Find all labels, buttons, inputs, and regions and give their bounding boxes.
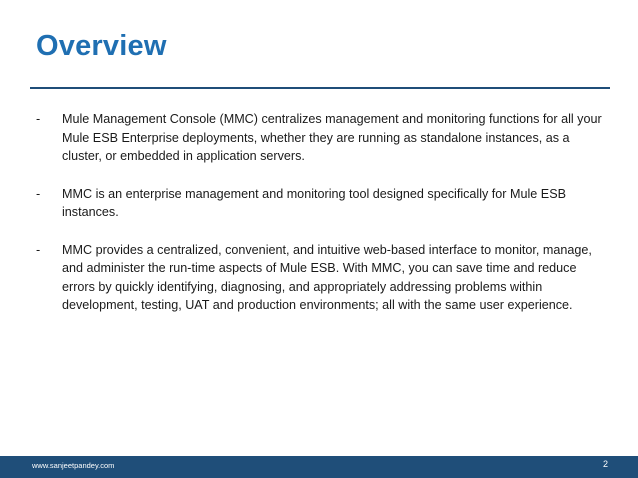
title-divider [30,87,610,89]
bullet-text: Mule Management Console (MMC) centralizes management and monitoring functions for all your Mule ESB Enterprise deployments, whether they are running as standalone instances, as a cluster, or embedded in application servers. [62,112,602,163]
bullet-item [36,110,608,166]
bullet-item [36,185,608,222]
slide-title: Overview [36,30,167,62]
bullet-text: MMC provides a centralized, convenient, and intuitive web-based interface to monitor, manage, and administer the run-time aspects of Mule ESB. With MMC, you can save time and reduce errors by quickly identifying, diagnosing, and appropriately addressing problems within development, testing, UAT and production environments; all with the same user experience. [62,242,592,312]
page-number: 2 [602,459,608,469]
bullet-dash: - [36,186,41,201]
bullet-list [36,110,608,334]
bullet-item [36,241,608,315]
bullet-dash: - [36,112,41,126]
bullet-text: MMC is an enterprise management and monitoring tool designed specifically for Mule ESB instances. [62,186,566,219]
footer-url: www.sanjeetpandey.com [32,461,115,470]
bullet-dash: - [36,242,41,257]
footer-bar [0,456,638,478]
